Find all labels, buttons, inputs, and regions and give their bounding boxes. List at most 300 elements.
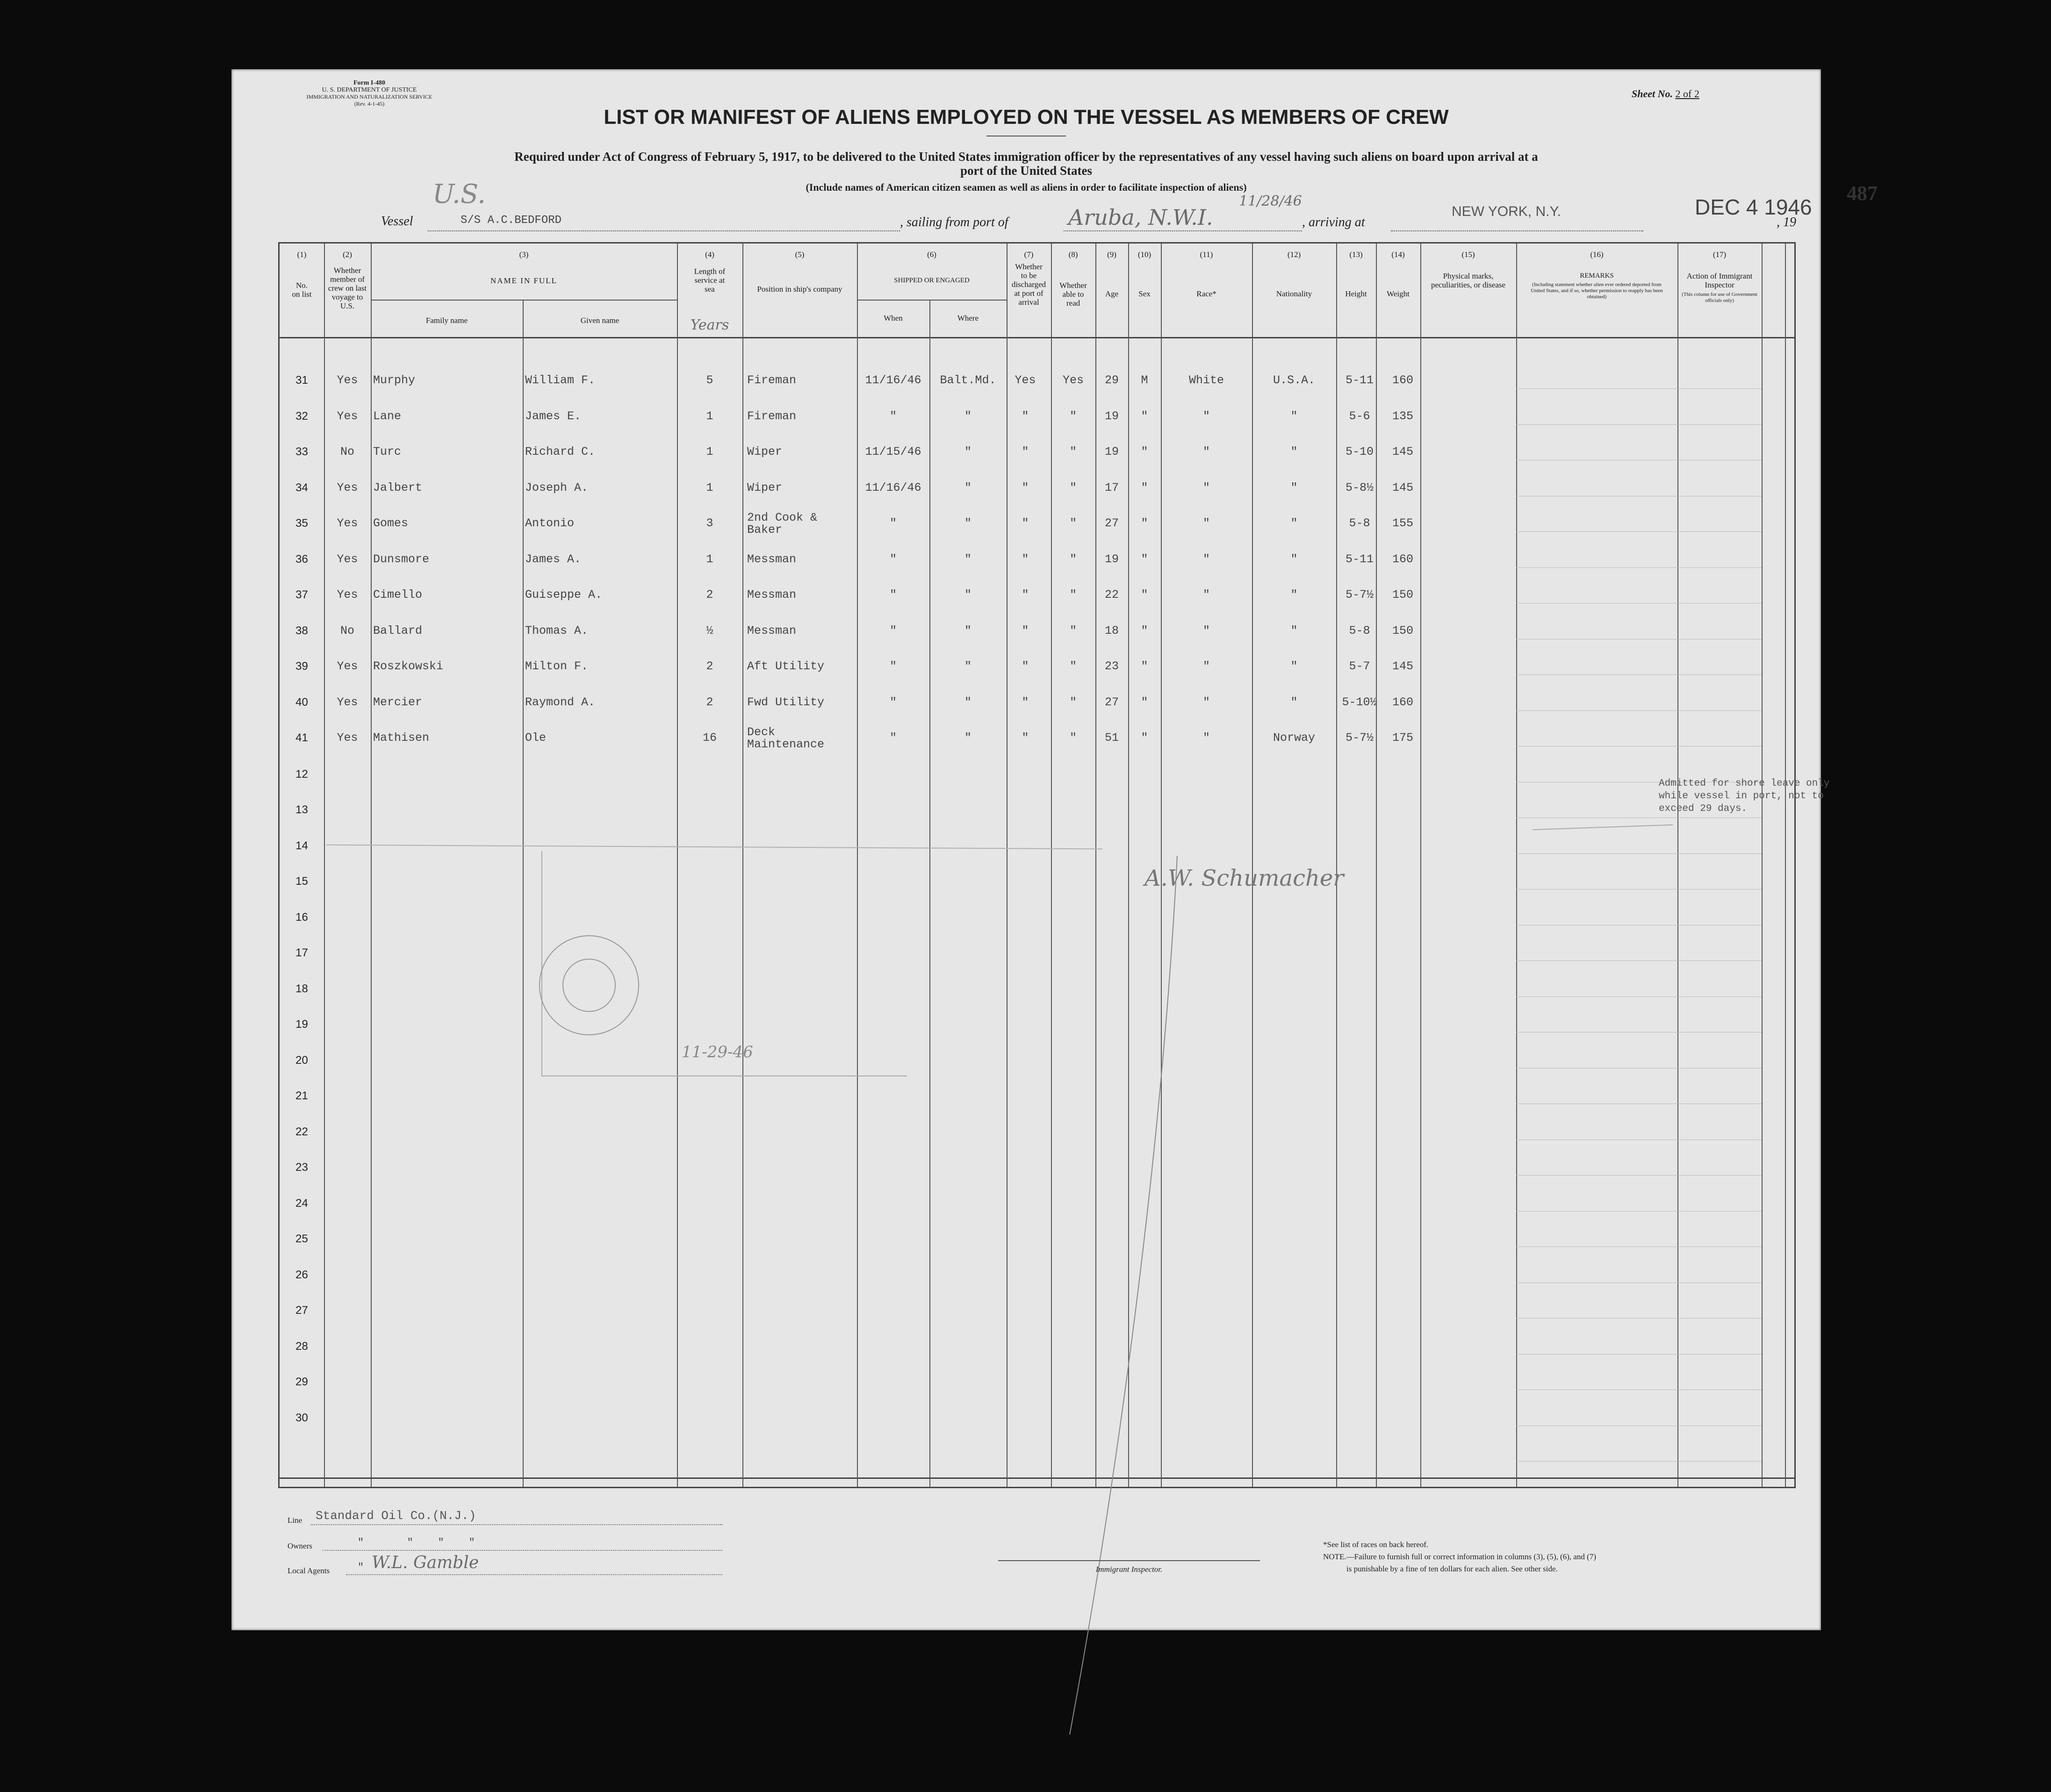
row-guide-line xyxy=(1516,674,1762,675)
nationality-cell: " xyxy=(1290,659,1298,673)
row-guide-line xyxy=(1516,1354,1762,1355)
weight-cell: 150 xyxy=(1392,624,1413,638)
sex-cell: " xyxy=(1141,480,1148,495)
prev-voyage-cell: No xyxy=(340,624,354,638)
shipped-when-cell: " xyxy=(889,731,897,745)
remark-shore-leave: Admitted for shore leave only while vessel in port, not to exceed 29 days. xyxy=(1659,778,1830,814)
col-label-sex: Sex xyxy=(1138,289,1151,298)
family-name-cell: Jalbert xyxy=(373,480,423,495)
sailing-date-hand: 11/28/46 xyxy=(1239,193,1302,209)
age-cell: 27 xyxy=(1104,516,1119,530)
prev-voyage-cell: No xyxy=(340,445,354,459)
age-cell: 29 xyxy=(1104,373,1119,387)
col-num-4: (4) xyxy=(705,250,714,259)
shipped-where-cell: " xyxy=(964,624,972,638)
col-divider xyxy=(1762,244,1763,1487)
prev-voyage-cell: Yes xyxy=(337,480,358,495)
arriving-label: , arriving at xyxy=(1302,215,1365,229)
age-cell: 23 xyxy=(1104,659,1119,673)
row-number: 40 xyxy=(295,695,308,709)
weight-cell: 145 xyxy=(1392,445,1413,459)
shipped-where-cell: " xyxy=(964,695,972,709)
given-name-cell: Ole xyxy=(525,731,547,745)
family-name-cell: Lane xyxy=(373,409,402,423)
col-label-family: Family name xyxy=(425,316,468,325)
row-number: 32 xyxy=(295,409,308,423)
vessel-rule xyxy=(428,230,900,232)
nationality-cell: " xyxy=(1290,552,1298,566)
year-label: , 19 xyxy=(1777,215,1796,229)
years-cell: ½ xyxy=(706,624,713,638)
empty-row-number: 21 xyxy=(295,1090,308,1102)
col-label-height: Height xyxy=(1345,289,1367,298)
discharged-cell: " xyxy=(1022,516,1029,530)
col-label-nationality: Nationality xyxy=(1276,289,1312,298)
given-name-cell: Guiseppe A. xyxy=(525,588,603,602)
given-name-cell: James E. xyxy=(525,409,582,423)
nationality-cell: " xyxy=(1290,409,1298,423)
col-num-14: (14) xyxy=(1391,250,1405,259)
col-label-name: NAME IN FULL xyxy=(490,276,557,285)
family-name-cell: Cimello xyxy=(373,588,423,602)
shipped-subheader-rule xyxy=(857,300,1007,301)
col-label-age: Age xyxy=(1105,289,1119,298)
shipped-when-cell: " xyxy=(889,552,897,566)
height-cell: 5-7½ xyxy=(1345,588,1374,602)
height-cell: 5-7½ xyxy=(1345,731,1374,745)
race-cell: " xyxy=(1202,659,1210,673)
shipped-where-cell: Balt.Md. xyxy=(940,373,996,387)
footer-line-rule xyxy=(311,1524,722,1526)
empty-row-number: 14 xyxy=(295,839,308,852)
footer-line-label: Line xyxy=(288,1516,302,1525)
inspector-signature: A.W. Schumacher xyxy=(1144,865,1344,891)
inspector-rule xyxy=(998,1560,1260,1561)
position-cell: Wiper xyxy=(747,445,783,459)
read-cell: " xyxy=(1069,659,1077,673)
col-divider xyxy=(1785,244,1786,1487)
height-cell: 5-8 xyxy=(1349,624,1370,638)
footer-owners-rule xyxy=(323,1550,722,1551)
discharged-cell: " xyxy=(1022,588,1029,602)
vessel-value: S/S A.C.BEDFORD xyxy=(461,214,562,227)
sex-cell: " xyxy=(1141,516,1148,530)
weight-cell: 155 xyxy=(1392,516,1413,530)
shipped-where-cell: " xyxy=(964,409,972,423)
col-label-remarks-note: (Including statement whether alien ever ordered deported from United States, and if so, whether permission to reapply has been obtained) xyxy=(1531,282,1663,300)
shipped-where-cell: " xyxy=(964,588,972,602)
discharged-cell: " xyxy=(1022,480,1029,495)
discharged-cell: " xyxy=(1022,695,1029,709)
empty-row-number: 23 xyxy=(295,1161,308,1174)
position-cell: Messman xyxy=(747,624,797,638)
form-rev: (Rev. 4-1-45) xyxy=(354,100,385,107)
sex-cell: " xyxy=(1141,588,1148,602)
shipped-when-cell: " xyxy=(889,659,897,673)
col-divider xyxy=(929,300,930,1487)
col-divider xyxy=(324,244,325,1487)
prev-voyage-cell: Yes xyxy=(337,552,358,566)
race-cell: " xyxy=(1202,695,1210,709)
read-cell: " xyxy=(1069,480,1077,495)
sex-cell: " xyxy=(1141,409,1148,423)
row-number: 38 xyxy=(295,624,308,637)
sheet-value: 2 of 2 xyxy=(1675,88,1699,100)
shipped-when-cell: 11/15/46 xyxy=(865,445,921,459)
empty-row-number: 13 xyxy=(295,803,308,816)
empty-row-number: 25 xyxy=(295,1233,308,1245)
years-cell: 1 xyxy=(706,552,713,566)
height-cell: 5-7 xyxy=(1349,659,1370,673)
discharged-cell: " xyxy=(1022,445,1029,459)
read-cell: " xyxy=(1069,731,1077,745)
col-num-17: (17) xyxy=(1713,250,1727,259)
height-cell: 5-8 xyxy=(1349,516,1370,530)
height-cell: 5-6 xyxy=(1349,409,1370,423)
col-num-11: (11) xyxy=(1200,250,1213,259)
height-cell: 5-10 xyxy=(1345,445,1374,459)
years-cell: 2 xyxy=(706,695,713,709)
row-number: 36 xyxy=(295,552,308,566)
col-label-discharged: Whether to be discharged at port of arrival xyxy=(1011,262,1046,307)
race-cell: " xyxy=(1202,624,1210,638)
row-guide-line xyxy=(1516,1175,1762,1176)
age-cell: 18 xyxy=(1104,624,1119,638)
shipped-when-cell: " xyxy=(889,409,897,423)
given-name-cell: William F. xyxy=(525,373,596,387)
empty-row-number: 22 xyxy=(295,1125,308,1138)
col-label-where: Where xyxy=(957,314,979,323)
col-label-years-hand: Years xyxy=(690,317,729,333)
prev-voyage-cell: Yes xyxy=(337,695,358,709)
race-cell: " xyxy=(1202,552,1210,566)
weight-cell: 150 xyxy=(1392,588,1413,602)
row-guide-line xyxy=(1516,388,1762,389)
row-number: 35 xyxy=(295,517,308,530)
family-name-cell: Murphy xyxy=(373,373,416,387)
years-cell: 1 xyxy=(706,445,713,459)
nationality-cell: " xyxy=(1290,445,1298,459)
footer-line-value: Standard Oil Co.(N.J.) xyxy=(316,1509,476,1523)
age-cell: 17 xyxy=(1104,480,1119,495)
empty-row-number: 15 xyxy=(295,875,308,888)
given-name-cell: Milton F. xyxy=(525,659,589,673)
prev-voyage-cell: Yes xyxy=(337,516,358,530)
prev-voyage-cell: Yes xyxy=(337,588,358,602)
footer-note-penalty-1: NOTE.—Failure to furnish full or correct information in columns (3), (5), (6), and (7) xyxy=(1323,1552,1596,1561)
race-cell: White xyxy=(1188,373,1224,387)
form-dept: U. S. DEPARTMENT OF JUSTICE xyxy=(322,86,417,93)
row-guide-line xyxy=(1516,710,1762,711)
sex-cell: " xyxy=(1141,445,1148,459)
years-cell: 3 xyxy=(706,516,713,530)
col-label-action: Action of Immigrant Inspector xyxy=(1686,272,1753,289)
family-name-cell: Turc xyxy=(373,445,402,459)
seal-stamp-inner xyxy=(562,959,616,1012)
col-label-given: Given name xyxy=(580,316,619,325)
race-cell: " xyxy=(1202,588,1210,602)
read-cell: " xyxy=(1069,516,1077,530)
col-label-remarks: REMARKS xyxy=(1580,272,1614,280)
empty-row-number: 30 xyxy=(295,1411,308,1424)
footer-note-races: *See list of races on back hereof. xyxy=(1323,1540,1429,1549)
empty-row-number: 18 xyxy=(295,982,308,995)
position-cell: Fwd Utility xyxy=(747,695,825,709)
position-cell: Messman xyxy=(747,588,797,602)
race-cell: " xyxy=(1202,409,1210,423)
family-name-cell: Mercier xyxy=(373,695,423,709)
family-name-cell: Roszkowski xyxy=(373,659,444,673)
nationality-cell: Norway xyxy=(1273,731,1315,745)
sex-cell: " xyxy=(1141,731,1148,745)
page-number: 487 xyxy=(1847,182,1878,205)
col-label-physical: Physical marks, peculiarities, or disease xyxy=(1431,272,1506,289)
position-cell: Deck Maintenance xyxy=(747,725,825,751)
header-bottom-rule xyxy=(280,337,1794,338)
arriving-rule xyxy=(1391,230,1643,232)
position-cell: Messman xyxy=(747,552,797,566)
shipped-when-cell: 11/16/46 xyxy=(865,480,921,495)
col-label-prev-voyage: Whether member of crew on last voyage to U.S. xyxy=(328,266,367,310)
row-number: 41 xyxy=(295,731,308,744)
col-divider xyxy=(1420,244,1421,1487)
table-bottom-rule xyxy=(280,1477,1794,1479)
weight-cell: 145 xyxy=(1392,659,1413,673)
weight-cell: 160 xyxy=(1392,552,1413,566)
read-cell: " xyxy=(1069,695,1077,709)
sailing-label: , sailing from port of xyxy=(900,215,1008,229)
shipped-when-cell: " xyxy=(889,588,897,602)
col-num-9: (9) xyxy=(1107,250,1116,259)
col-num-7: (7) xyxy=(1024,250,1034,259)
row-guide-line xyxy=(1516,853,1762,854)
age-cell: 27 xyxy=(1104,695,1119,709)
weight-cell: 145 xyxy=(1392,480,1413,495)
position-cell: Aft Utility xyxy=(747,659,825,673)
weight-cell: 160 xyxy=(1392,373,1413,387)
race-cell: " xyxy=(1202,516,1210,530)
weight-cell: 175 xyxy=(1392,731,1413,745)
row-number: 31 xyxy=(295,374,308,387)
discharged-cell: " xyxy=(1022,624,1029,638)
shipped-when-cell: 11/16/46 xyxy=(865,373,921,387)
col-num-6: (6) xyxy=(927,250,936,259)
years-cell: 1 xyxy=(706,409,713,423)
sailing-rule xyxy=(1064,230,1302,232)
discharged-cell: Yes xyxy=(1015,373,1036,387)
shipped-where-cell: " xyxy=(964,445,972,459)
shipped-when-cell: " xyxy=(889,516,897,530)
family-name-cell: Dunsmore xyxy=(373,552,430,566)
years-cell: 5 xyxy=(706,373,713,387)
empty-row-number: 19 xyxy=(295,1018,308,1031)
weight-cell: 160 xyxy=(1392,695,1413,709)
footer-note-penalty-2: is punishable by a fine of ten dollars for each alien. See other side. xyxy=(1346,1564,1558,1573)
row-number: 39 xyxy=(295,660,308,673)
subtitle-act: Required under Act of Congress of February 5, 1917, to be delivered to the United States immigration officer by the representatives of any vessel having such aliens on board upon arrival at a xyxy=(514,150,1538,164)
footer-owners-value: " " " " xyxy=(358,1537,475,1548)
empty-row-number: 17 xyxy=(295,946,308,959)
row-guide-line xyxy=(1516,1318,1762,1319)
row-guide-line xyxy=(1516,567,1762,568)
col-label-weight: Weight xyxy=(1387,289,1410,298)
col-divider xyxy=(371,244,372,1487)
sex-cell: " xyxy=(1141,552,1148,566)
col-label-race: Race* xyxy=(1196,289,1216,298)
name-subheader-rule xyxy=(371,300,677,301)
height-cell: 5-11 xyxy=(1345,552,1374,566)
vessel-hand-note: U.S. xyxy=(432,179,486,209)
height-cell: 5-11 xyxy=(1345,373,1374,387)
col-label-no: No. on list xyxy=(292,281,312,299)
form-service: IMMIGRATION AND NATURALIZATION SERVICE xyxy=(306,93,432,100)
nationality-cell: " xyxy=(1290,480,1298,495)
prev-voyage-cell: Yes xyxy=(337,373,358,387)
position-cell: Fireman xyxy=(747,409,797,423)
col-label-shipped: SHIPPED OR ENGAGED xyxy=(894,277,970,284)
crew-table xyxy=(278,242,1830,1488)
document-title: LIST OR MANIFEST OF ALIENS EMPLOYED ON THE VESSEL AS MEMBERS OF CREW xyxy=(604,106,1449,129)
height-cell: 5-10½ xyxy=(1342,695,1377,709)
age-cell: 19 xyxy=(1104,552,1119,566)
nationality-cell: " xyxy=(1290,516,1298,530)
position-cell: Fireman xyxy=(747,373,797,387)
handwritten-strikeline xyxy=(326,845,1102,850)
subtitle-port: port of the United States xyxy=(960,164,1092,178)
shipped-where-cell: " xyxy=(964,480,972,495)
given-name-cell: Joseph A. xyxy=(525,480,589,495)
col-num-2: (2) xyxy=(343,250,352,259)
form-id-block xyxy=(292,79,446,108)
col-num-16: (16) xyxy=(1590,250,1604,259)
footer-agents-hand: W.L. Gamble xyxy=(372,1553,479,1572)
col-label-when: When xyxy=(884,314,903,323)
col-num-15: (15) xyxy=(1461,250,1475,259)
row-number: 37 xyxy=(295,588,308,601)
footer-owners-label: Owners xyxy=(288,1541,312,1550)
read-cell: " xyxy=(1069,552,1077,566)
nationality-cell: U.S.A. xyxy=(1273,373,1315,387)
footer-agents-label: Local Agents xyxy=(288,1566,330,1575)
col-num-1: (1) xyxy=(297,250,307,259)
shipped-where-cell: " xyxy=(964,659,972,673)
col-label-length: Length of service at sea xyxy=(694,267,726,294)
sex-cell: M xyxy=(1141,373,1148,387)
form-number: Form I-480 xyxy=(353,79,386,86)
col-num-12: (12) xyxy=(1287,250,1301,259)
arriving-port-stamp: NEW YORK, N.Y. xyxy=(1452,204,1561,219)
sex-cell: " xyxy=(1141,659,1148,673)
given-name-cell: Raymond A. xyxy=(525,695,596,709)
col-num-8: (8) xyxy=(1068,250,1078,259)
col-num-3: (3) xyxy=(519,250,529,259)
shipped-where-cell: " xyxy=(964,731,972,745)
row-guide-line xyxy=(1516,1461,1762,1462)
shipped-where-cell: " xyxy=(964,516,972,530)
sheet-number xyxy=(1632,88,1699,100)
prev-voyage-cell: Yes xyxy=(337,409,358,423)
empty-row-number: 26 xyxy=(295,1268,308,1281)
col-divider xyxy=(1516,244,1517,1487)
age-cell: 19 xyxy=(1104,445,1119,459)
empty-row-number: 27 xyxy=(295,1304,308,1317)
years-cell: 2 xyxy=(706,659,713,673)
given-name-cell: Antonio xyxy=(525,516,575,530)
prev-voyage-cell: Yes xyxy=(337,659,358,673)
row-guide-line xyxy=(1516,996,1762,997)
given-name-cell: Thomas A. xyxy=(525,624,589,638)
stamp-date-hand: 11-29-46 xyxy=(682,1043,753,1061)
arrival-date-stamp: DEC 4 1946 xyxy=(1695,195,1812,219)
discharged-cell: " xyxy=(1022,552,1029,566)
years-cell: 2 xyxy=(706,588,713,602)
discharged-cell: " xyxy=(1022,731,1029,745)
shipped-where-cell: " xyxy=(964,552,972,566)
family-name-cell: Gomes xyxy=(373,516,409,530)
sex-cell: " xyxy=(1141,624,1148,638)
height-cell: 5-8½ xyxy=(1345,480,1374,495)
age-cell: 19 xyxy=(1104,409,1119,423)
col-label-position: Position in ship's company xyxy=(757,285,842,294)
discharged-cell: " xyxy=(1022,659,1029,673)
prev-voyage-cell: Yes xyxy=(337,731,358,745)
read-cell: " xyxy=(1069,445,1077,459)
read-cell: Yes xyxy=(1062,373,1084,387)
col-num-5: (5) xyxy=(795,250,805,259)
sailing-port-hand: Aruba, N.W.I. xyxy=(1068,205,1213,230)
col-divider xyxy=(1051,244,1052,1487)
sheet-label: Sheet No. xyxy=(1632,88,1673,100)
read-cell: " xyxy=(1069,624,1077,638)
position-cell: Wiper xyxy=(747,480,783,495)
footer-agents-value: " xyxy=(358,1562,364,1573)
empty-row-number: 20 xyxy=(295,1054,308,1067)
family-name-cell: Ballard xyxy=(373,624,423,638)
empty-row-number: 29 xyxy=(295,1376,308,1388)
empty-row-number: 12 xyxy=(295,767,308,781)
col-num-13: (13) xyxy=(1349,250,1363,259)
col-label-action-note: (This column for use of Government officials only) xyxy=(1682,292,1757,303)
vessel-label: Vessel xyxy=(381,214,413,229)
nationality-cell: " xyxy=(1290,588,1298,602)
shipped-when-cell: " xyxy=(889,695,897,709)
weight-cell: 135 xyxy=(1392,409,1413,423)
given-name-cell: James A. xyxy=(525,552,582,566)
nationality-cell: " xyxy=(1290,624,1298,638)
inspector-label: Immigrant Inspector. xyxy=(1095,1565,1163,1574)
age-cell: 51 xyxy=(1104,731,1119,745)
years-cell: 16 xyxy=(702,731,717,745)
empty-row-number: 28 xyxy=(295,1340,308,1353)
footer-agents-rule xyxy=(346,1574,722,1576)
col-divider xyxy=(1677,244,1678,1487)
nationality-cell: " xyxy=(1290,695,1298,709)
col-divider xyxy=(1376,244,1377,1487)
race-cell: " xyxy=(1202,480,1210,495)
read-cell: " xyxy=(1069,588,1077,602)
age-cell: 22 xyxy=(1104,588,1119,602)
col-divider xyxy=(1007,244,1008,1487)
sex-cell: " xyxy=(1141,695,1148,709)
subtitle-include: (Include names of American citizen seamen as well as aliens in order to facilitate inspection of aliens) xyxy=(806,181,1247,193)
position-cell: 2nd Cook & Baker xyxy=(747,511,818,537)
manifest-sheet xyxy=(231,69,1878,1630)
col-num-10: (10) xyxy=(1137,250,1151,259)
years-cell: 1 xyxy=(706,480,713,495)
race-cell: " xyxy=(1202,731,1210,745)
discharged-cell: " xyxy=(1022,409,1029,423)
row-number: 33 xyxy=(295,445,308,458)
